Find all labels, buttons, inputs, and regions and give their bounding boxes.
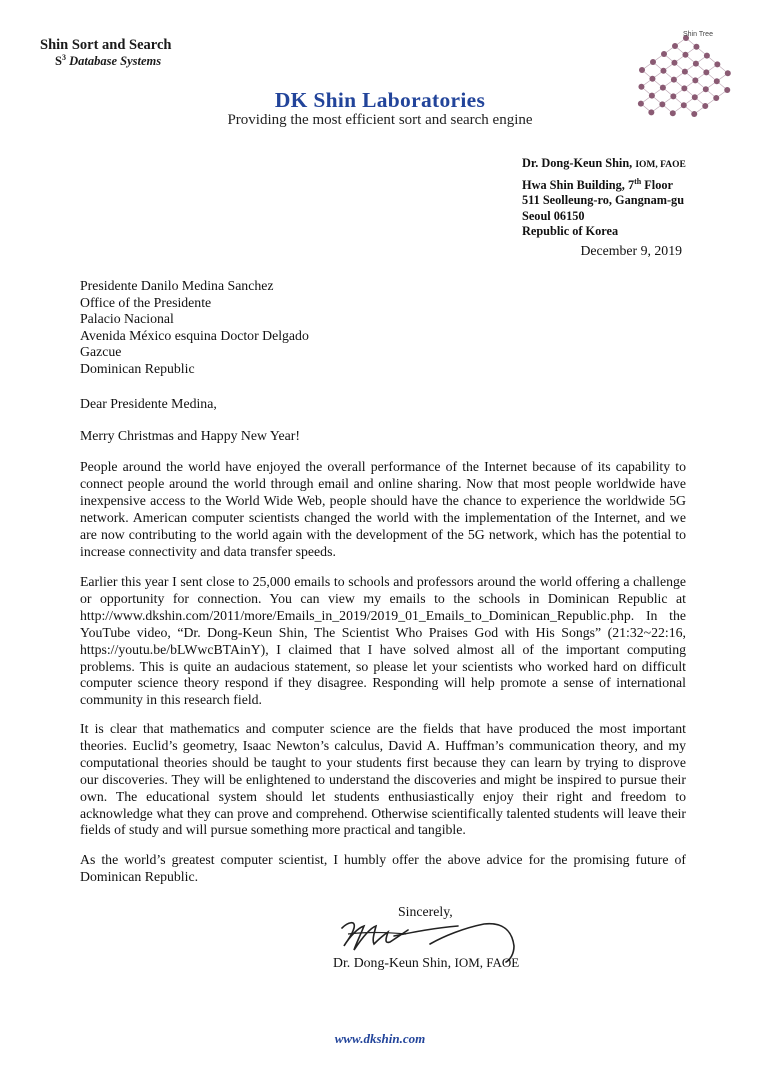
logo-node (660, 68, 666, 74)
logo-node (714, 78, 720, 84)
sender-building: Hwa Shin Building, 7 (522, 177, 635, 192)
logo-node (671, 77, 677, 83)
recipient-line: Gazcue (80, 344, 122, 360)
logo-node (725, 70, 731, 76)
recipient-line: Presidente Danilo Medina Sanchez (80, 278, 274, 293)
brand-sub-s: S (55, 54, 62, 69)
brand-name: Shin Sort and Search (40, 37, 172, 53)
sender-building-line (522, 174, 686, 194)
letter-date: December 9, 2019 (580, 243, 682, 258)
logo-node (703, 69, 709, 75)
sender-city: Seoul 06150 (522, 208, 585, 223)
closing: Sincerely, (398, 904, 453, 919)
sender-name-line (522, 156, 686, 174)
logo-node (693, 61, 699, 67)
lab-title: DK Shin Laboratories (274, 88, 486, 112)
lab-tagline: Providing the most efficient sort and search engine (227, 112, 533, 128)
logo-node (671, 60, 677, 66)
recipient-line: Dominican Republic (80, 360, 195, 376)
body-paragraph: People around the world have enjoyed the overall performance of the Internet because of its capability to connect people around the world through email and online sharing. Now that most people worldwide have inexpensive access to the World Wide Web, people should have the chance to experience the worldwide 5G network. American computer scientists changed the world with the implementation of the Internet, and we are now contributing to the world again with the development of the 5G network, which has the potential to increase connectivity and data transfer speeds. (80, 459, 686, 559)
logo-node (672, 43, 678, 49)
signer-titles: IOM, FAOE (454, 955, 520, 970)
recipient-line: Office of the Presidente (80, 294, 212, 310)
logo-node (650, 59, 656, 65)
greeting: Merry Christmas and Happy New Year! (80, 428, 300, 443)
brand-subtitle (55, 53, 161, 69)
footer-website-link[interactable]: www.dkshin.com (334, 1031, 426, 1046)
sender-address (522, 156, 686, 240)
sender-country: Republic of Korea (522, 224, 619, 239)
salutation: Dear Presidente Medina, (80, 396, 217, 411)
sender-building-end: Floor (641, 177, 673, 192)
recipient-line: Avenida México esquina Doctor Delgado (80, 327, 309, 343)
sender-titles: IOM, FAOE (635, 160, 686, 170)
sender-street: 511 Seolleung-ro, Gangnam-gu (522, 193, 685, 208)
logo-node (704, 53, 710, 59)
body-paragraph: It is clear that mathematics and computer science are the fields that have produced the most important theories. Euclid’s geometry, Isaac Newton’s calculus, David A. Huffman’s communication theory, and my computational theories should be taught to your students first because they can learn by trying to disprove our discoveries. They will be enlightened to understand the discoveries and might be inspired to pursue their own. The educational system should let students enthusiastically enjoy their right and freedom to acknowledge what they can prove and comprehend. Otherwise scientifically talented students will leave their fields of study and will pursue something more practical and tangible. (80, 721, 686, 838)
recipient-line: Palacio Nacional (80, 311, 174, 327)
logo-node (649, 76, 655, 82)
logo-node (639, 67, 645, 73)
signer-name (333, 955, 519, 971)
logo-node (693, 44, 699, 50)
sender-building-sup: th (634, 176, 642, 186)
logo-node (682, 52, 688, 58)
brand-sub-superscript: 3 (61, 53, 66, 62)
signer-name-text: Dr. Dong-Keun Shin, (333, 955, 455, 970)
logo-node (661, 51, 667, 57)
logo-node (682, 69, 688, 75)
body-paragraph: Earlier this year I sent close to 25,000 emails to schools and professors around the world offering a challenge or opportunity for connection. You can view my emails to the schools in Dominican Republic at http://www.dkshin.com/2011/more/Emails_in_2019/2019_01_Emails_to_Dominican_Republic.php. In the YouTube video, “Dr. Dong-Keun Shin, The Scientist Who Praises God with His Songs” (21:32~22:16, https://youtu.be/bLWwcBTAinY), I claimed that I have solved almost all of the important computing problems. This is quite an audacious statement, so please let your scientists who worked hard on difficult computer science theory respond if they disagree. Responding will help promote a sense of international community in this research field. (80, 574, 686, 708)
body-paragraph: As the world’s greatest computer scientist, I humbly offer the above advice for the promising future of Dominican Republic. (80, 852, 686, 884)
sender-name: Dr. Dong-Keun Shin, (522, 156, 636, 170)
logo-node (714, 61, 720, 67)
logo-label: Shin Tree (683, 31, 713, 38)
recipient-address (80, 278, 309, 378)
brand-sub-text: Database Systems (65, 54, 162, 69)
logo-node (692, 77, 698, 83)
